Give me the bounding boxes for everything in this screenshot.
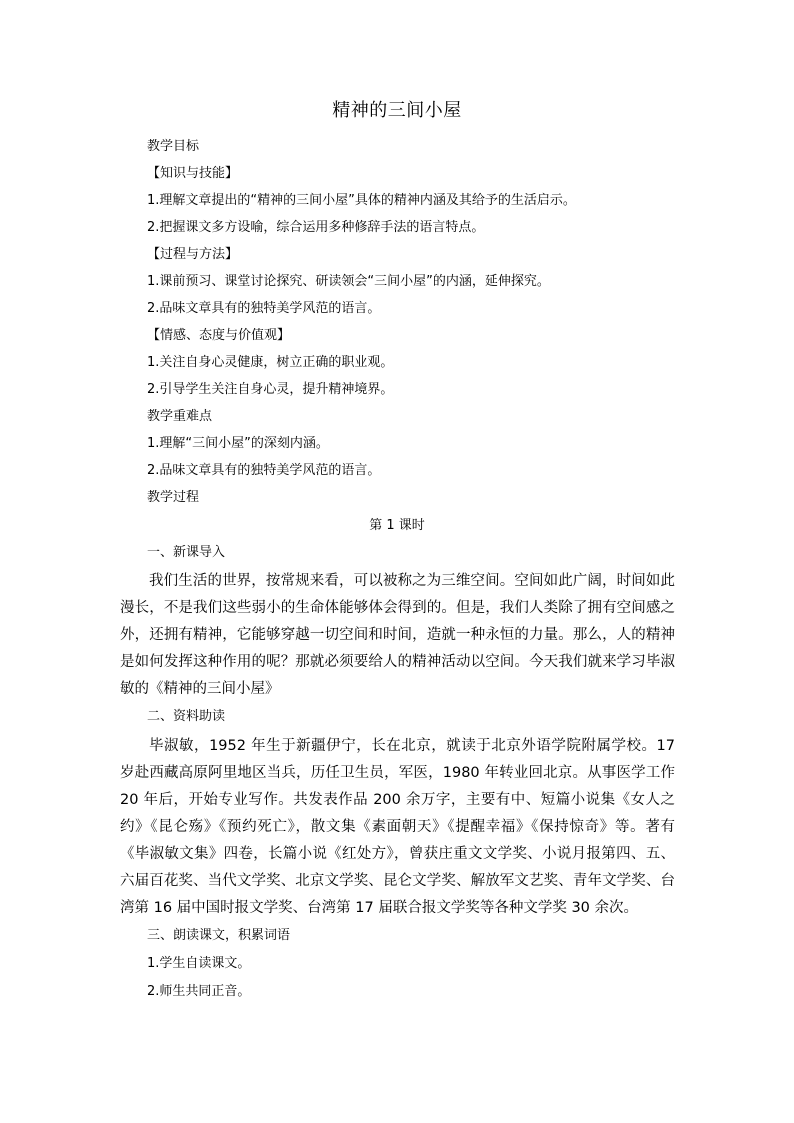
knowledge-item-2: 2.把握课文多方设喻，综合运用多种修辞手法的语言特点。 <box>147 220 485 235</box>
process-item-1: 1.课前预习、课堂讨论探究、研读领会“三间小屋”的内涵，延伸探究。 <box>147 274 550 289</box>
step-2: 2.师生共同正音。 <box>147 984 251 999</box>
key-points-heading: 教学重难点 <box>147 409 213 424</box>
key-point-1: 1.理解“三间小屋”的深刻内涵。 <box>147 436 329 451</box>
section-3-heading: 三、朗读课文，积累词语 <box>147 928 291 943</box>
process-heading: 【过程与方法】 <box>147 247 239 262</box>
section-2-heading: 二、资料助读 <box>147 709 226 724</box>
page-title: 精神的三间小屋 <box>332 100 462 121</box>
knowledge-item-1: 1.理解文章提出的“精神的三间小屋”具体的精神内涵及其给予的生活启示。 <box>147 193 576 208</box>
emotion-item-1: 1.关注自身心灵健康，树立正确的职业观。 <box>147 355 394 370</box>
intro-paragraph: 我们生活的世界，按常规来看，可以被称之为三维空间。空间如此广阔，时间如此漫长，不是我们这些弱小的生命体能够体会得到的。但是，我们人类除了拥有空间感之外，还拥有精神，它能够穿越一切空间和时间，造就一种永恒的力量。那么，人的精神是如何发挥这种作用的呢？那就必须要给人的精神活动以空间。今天我们就来学习毕淑敏的《精神的三间小屋》 <box>120 573 675 697</box>
lesson-label: 第 1 课时 <box>369 518 425 533</box>
emotion-item-2: 2.引导学生关注自身心灵，提升精神境界。 <box>147 382 394 397</box>
author-bio-paragraph: 毕淑敏，1952 年生于新疆伊宁，长在北京，就读于北京外语学院附属学校。17 岁赴西藏高原阿里地区当兵，历任卫生员，军医，1980 年转业回北京。从事医学工作 20 年后，开始专业写作。共发表作品 200 余万字，主要有中、短篇小说集《女人之约》《昆仑殇》《预约死亡》，散文集《素面朝天》《提醒幸福》《保持惊奇》等。著有《毕淑敏文集》四卷，长篇小说《红处方》，曾获庄重文文学奖、小说月报第四、五、六届百花奖、当代文学奖、北京文学奖、昆仑文学奖、解放军文艺奖、青年文学奖、台湾第 16 届中国时报文学奖、台湾第 17 届联合报文学奖等各种文学奖 30 余次。 <box>120 738 675 916</box>
emotion-heading: 【情感、态度与价值观】 <box>147 328 291 343</box>
knowledge-heading: 【知识与技能】 <box>147 166 239 181</box>
objectives-heading: 教学目标 <box>147 139 200 154</box>
process-item-2: 2.品味文章具有的独特美学风范的语言。 <box>147 301 381 316</box>
section-1-heading: 一、新课导入 <box>147 545 226 560</box>
step-1: 1.学生自读课文。 <box>147 956 251 971</box>
key-point-2: 2.品味文章具有的独特美学风范的语言。 <box>147 463 381 478</box>
procedure-heading: 教学过程 <box>147 490 200 505</box>
